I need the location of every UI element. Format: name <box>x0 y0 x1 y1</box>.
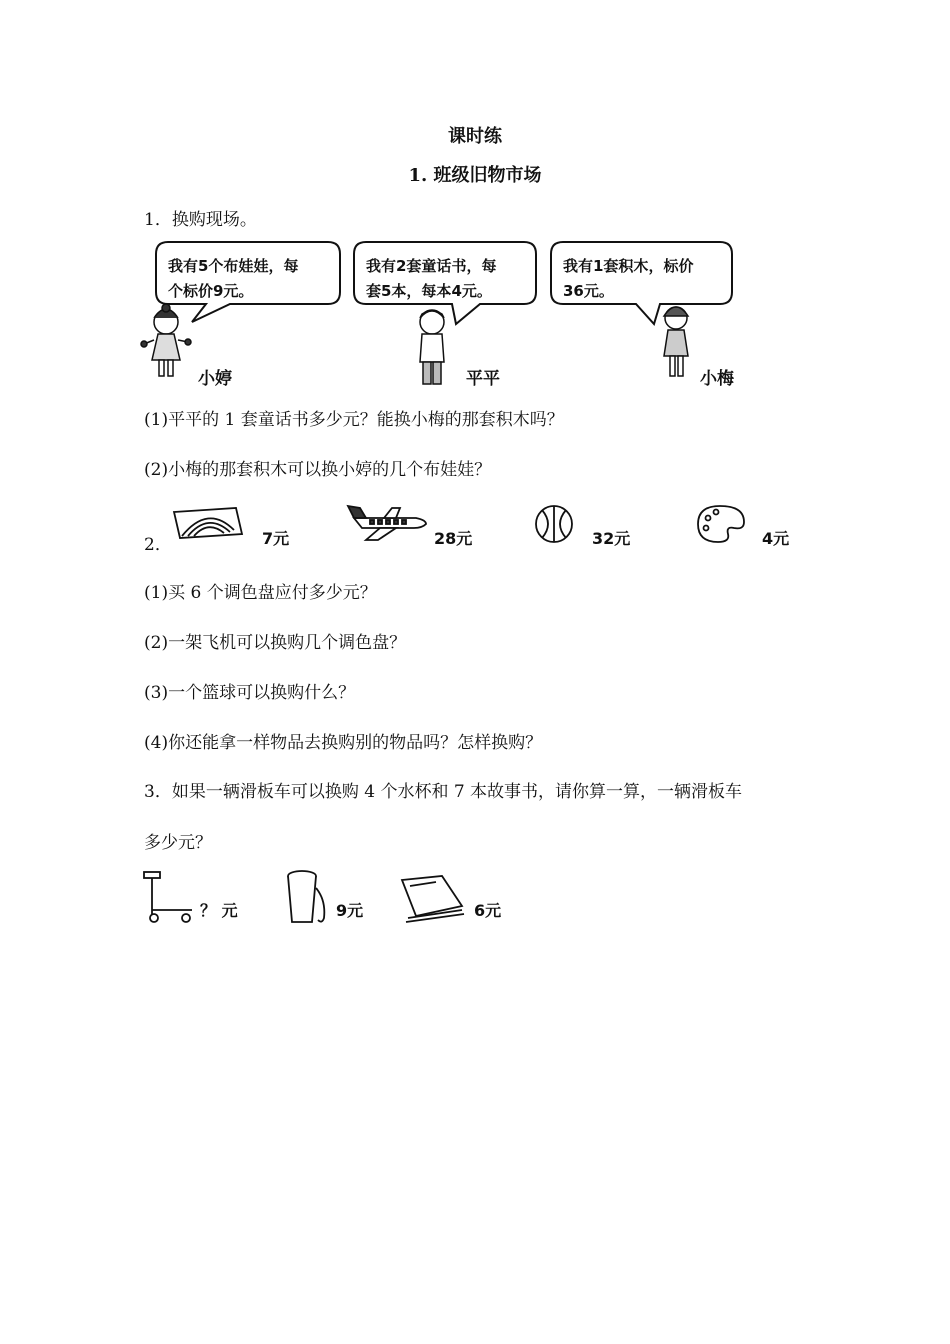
pencil-case-icon <box>174 508 242 538</box>
question-2-label: 2． <box>144 535 172 555</box>
question-2-sub-4: (4)你还能拿一样物品去换购别的物品吗？怎样换购？ <box>144 733 543 753</box>
basketball-icon <box>536 506 572 542</box>
price-book: 6元 <box>474 901 502 920</box>
question-2-sub-1: (1)买 6 个调色盘应付多少元？ <box>144 583 377 603</box>
question-3-line-2: 多少元？ <box>144 833 212 853</box>
cup-icon <box>288 871 324 922</box>
price-cup: 9元 <box>336 901 364 920</box>
book-icon <box>402 876 464 922</box>
question-1-sub-2: (2)小梅的那套积木可以换小婷的几个布娃娃？ <box>144 460 492 480</box>
question-2-sub-2: (2)一架飞机可以换购几个调色盘？ <box>144 633 407 653</box>
girl-xiaomei-figure <box>664 307 688 376</box>
name-xiaomei: 小梅 <box>700 369 734 389</box>
question-3-items <box>140 866 520 930</box>
airplane-icon <box>348 506 426 540</box>
price-pencil-case: 7元 <box>262 529 290 548</box>
page-subtitle: 1. 班级旧物市场 <box>408 165 542 186</box>
palette-icon <box>698 506 744 542</box>
question-1-sub-1: (1)平平的 1 套童话书多少元？能换小梅的那套积木吗？ <box>144 410 564 430</box>
price-palette: 4元 <box>762 529 790 548</box>
speech-text-xiaomei: 我有1套积木，标价 36元。 <box>563 257 694 300</box>
boy-pingping-figure <box>420 310 444 384</box>
question-3-line-1: 3．如果一辆滑板车可以换购 4 个水杯和 7 本故事书，请你算一算，一辆滑板车 <box>144 782 743 802</box>
name-pingping: 平平 <box>466 369 500 389</box>
price-basketball: 32元 <box>592 529 631 548</box>
speech-text-pingping: 我有2套童话书，每 套5本，每本4元。 <box>366 257 497 300</box>
price-scooter: ？ 元 <box>200 901 238 920</box>
scooter-icon <box>144 872 192 922</box>
question-1-label: 1．换购现场。 <box>144 210 257 230</box>
speech-text-xiaoting: 我有5个布娃娃，每 个标价9元。 <box>168 257 299 300</box>
question-2-sub-3: (3)一个篮球可以换购什么？ <box>144 683 356 703</box>
name-xiaoting: 小婷 <box>198 369 232 389</box>
price-airplane: 28元 <box>434 529 473 548</box>
page-title: 课时练 <box>448 126 502 147</box>
girl-xiaoting-figure <box>141 304 191 376</box>
